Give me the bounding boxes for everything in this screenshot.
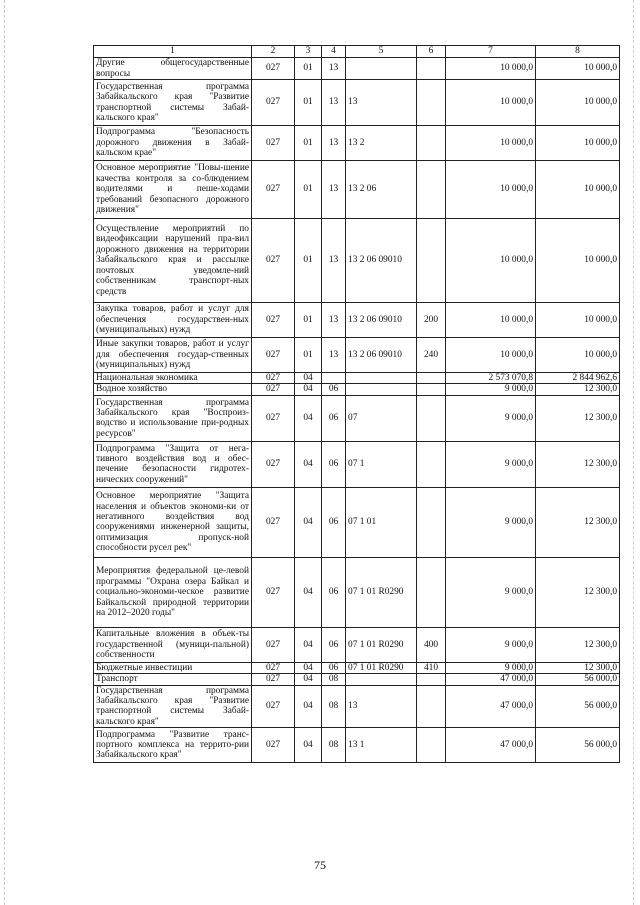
row-subsection-cell: 13 <box>322 219 346 303</box>
row-expense-type-cell <box>417 126 446 161</box>
row-target-article-cell: 13 1 <box>346 728 417 763</box>
row-target-article-cell <box>346 674 417 685</box>
row-section-cell: 04 <box>295 373 322 384</box>
row-name-cell: Национальная экономика <box>94 373 252 384</box>
row-expense-type-cell <box>417 395 446 441</box>
row-sum-year2-cell: 2 844 962,6 <box>536 373 620 384</box>
row-target-article-cell <box>346 384 417 395</box>
row-name-cell: Основное мероприятие "Повы-шение качества контроля за со-блюдением водителями и пеше-ходами требований безопасного дорожного движения" <box>94 161 252 219</box>
row-target-article-cell: 13 <box>346 80 417 126</box>
header-cell: 7 <box>446 46 536 58</box>
row-sum-year1-cell: 47 000,0 <box>446 674 536 685</box>
table-row <box>94 126 620 161</box>
row-target-article-cell: 13 2 <box>346 126 417 161</box>
row-code-cell: 027 <box>252 662 295 673</box>
row-code-cell: 027 <box>252 674 295 685</box>
row-name-cell: Подпрограмма "Защита от нега-тивного воздействия вод и обес-печение безопасности гидротех-нических сооружений" <box>94 441 252 487</box>
row-subsection-cell: 08 <box>322 685 346 728</box>
row-target-article-cell: 13 <box>346 685 417 728</box>
row-sum-year1-cell: 9 000,0 <box>446 487 536 557</box>
row-target-article-cell: 07 1 01 <box>346 487 417 557</box>
table-header-row <box>94 46 620 58</box>
row-code-cell: 027 <box>252 395 295 441</box>
row-expense-type-cell <box>417 487 446 557</box>
table-row <box>94 627 620 662</box>
row-subsection-cell: 08 <box>322 674 346 685</box>
row-code-cell: 027 <box>252 384 295 395</box>
row-subsection-cell: 06 <box>322 627 346 662</box>
row-section-cell: 04 <box>295 627 322 662</box>
row-target-article-cell: 07 1 01 R0290 <box>346 557 417 627</box>
row-expense-type-cell: 400 <box>417 627 446 662</box>
table-row <box>94 219 620 303</box>
row-sum-year2-cell: 12 300,0 <box>536 441 620 487</box>
row-sum-year2-cell: 10 000,0 <box>536 161 620 219</box>
row-expense-type-cell <box>417 685 446 728</box>
row-sum-year1-cell: 10 000,0 <box>446 58 536 80</box>
scan-edge-left <box>4 0 5 905</box>
row-subsection-cell: 06 <box>322 557 346 627</box>
row-code-cell: 027 <box>252 338 295 373</box>
row-name-cell: Другие общегосударственные вопросы <box>94 58 252 80</box>
header-cell: 1 <box>94 46 252 58</box>
row-sum-year2-cell: 56 000,0 <box>536 728 620 763</box>
row-section-cell: 01 <box>295 58 322 80</box>
table-row <box>94 487 620 557</box>
row-sum-year1-cell: 9 000,0 <box>446 627 536 662</box>
row-section-cell: 04 <box>295 728 322 763</box>
row-sum-year2-cell: 10 000,0 <box>536 58 620 80</box>
row-expense-type-cell: 240 <box>417 338 446 373</box>
row-code-cell: 027 <box>252 373 295 384</box>
row-sum-year1-cell: 10 000,0 <box>446 80 536 126</box>
row-code-cell: 027 <box>252 487 295 557</box>
row-target-article-cell: 13 2 06 09010 <box>346 338 417 373</box>
row-name-cell: Государственная программа Забайкальского края "Воспроиз-водство и использование при-родных ресурсов" <box>94 395 252 441</box>
table-row <box>94 685 620 728</box>
row-name-cell: Государственная программа Забайкальского края "Развитие транспортной системы Забай-кальского края" <box>94 685 252 728</box>
row-expense-type-cell <box>417 58 446 80</box>
row-name-cell: Закупка товаров, работ и услуг для обеспечения государствен-ных (муниципальных) нужд <box>94 303 252 338</box>
row-section-cell: 04 <box>295 557 322 627</box>
row-code-cell: 027 <box>252 728 295 763</box>
row-sum-year1-cell: 2 573 070,8 <box>446 373 536 384</box>
header-cell: 4 <box>322 46 346 58</box>
table-row <box>94 303 620 338</box>
row-name-cell: Капитальные вложения в объек-ты государственной (муници-пальной) собственности <box>94 627 252 662</box>
row-subsection-cell: 13 <box>322 80 346 126</box>
row-sum-year2-cell: 10 000,0 <box>536 303 620 338</box>
row-sum-year2-cell: 12 300,0 <box>536 487 620 557</box>
row-subsection-cell: 06 <box>322 662 346 673</box>
row-expense-type-cell <box>417 441 446 487</box>
row-name-cell: Мероприятия федеральной це-левой программы "Охрана озера Байкал и социально-экономи-ческое развитие Байкальской природной территории на 2012–2020 годы" <box>94 557 252 627</box>
row-target-article-cell: 07 1 <box>346 441 417 487</box>
row-name-cell: Основное мероприятие "Защита населения и объектов экономи-ки от негативного воздействия вод сооружениями инженерной защиты, оптимизация пропуск-ной способности русел рек" <box>94 487 252 557</box>
row-sum-year2-cell: 12 300,0 <box>536 395 620 441</box>
row-code-cell: 027 <box>252 441 295 487</box>
row-sum-year2-cell: 10 000,0 <box>536 219 620 303</box>
row-sum-year2-cell: 12 300,0 <box>536 627 620 662</box>
scan-edge-right <box>633 0 634 905</box>
header-cell: 6 <box>417 46 446 58</box>
row-section-cell: 04 <box>295 441 322 487</box>
table-row <box>94 384 620 395</box>
row-sum-year2-cell: 10 000,0 <box>536 338 620 373</box>
row-expense-type-cell <box>417 219 446 303</box>
row-sum-year1-cell: 9 000,0 <box>446 441 536 487</box>
row-subsection-cell: 13 <box>322 161 346 219</box>
row-sum-year2-cell: 56 000,0 <box>536 674 620 685</box>
row-subsection-cell: 13 <box>322 58 346 80</box>
row-sum-year1-cell: 10 000,0 <box>446 219 536 303</box>
row-expense-type-cell <box>417 80 446 126</box>
row-sum-year2-cell: 12 300,0 <box>536 662 620 673</box>
row-sum-year2-cell: 12 300,0 <box>536 384 620 395</box>
row-expense-type-cell <box>417 557 446 627</box>
header-cell: 3 <box>295 46 322 58</box>
row-sum-year2-cell: 10 000,0 <box>536 126 620 161</box>
row-sum-year1-cell: 10 000,0 <box>446 161 536 219</box>
row-code-cell: 027 <box>252 627 295 662</box>
header-cell: 8 <box>536 46 620 58</box>
row-subsection-cell: 13 <box>322 303 346 338</box>
table-row <box>94 674 620 685</box>
row-target-article-cell: 07 1 01 R0290 <box>346 627 417 662</box>
table-row <box>94 161 620 219</box>
table-row <box>94 441 620 487</box>
row-code-cell: 027 <box>252 80 295 126</box>
row-target-article-cell: 13 2 06 <box>346 161 417 219</box>
row-name-cell: Подпрограмма "Безопасность дорожного движения в Забай-кальском крае" <box>94 126 252 161</box>
row-code-cell: 027 <box>252 161 295 219</box>
row-target-article-cell: 13 2 06 09010 <box>346 303 417 338</box>
row-name-cell: Государственная программа Забайкальского края "Развитие транспортной системы Забай-кальского края" <box>94 80 252 126</box>
row-target-article-cell <box>346 373 417 384</box>
row-name-cell: Осуществление мероприятий по видеофиксации нарушений пра-вил дорожного движения на территории Забайкальского края и рассылке почтовых уведомле-ний собственникам транспорт-ных средств <box>94 219 252 303</box>
row-section-cell: 04 <box>295 662 322 673</box>
row-subsection-cell: 08 <box>322 728 346 763</box>
table-row <box>94 662 620 673</box>
row-expense-type-cell <box>417 373 446 384</box>
row-name-cell: Бюджетные инвестиции <box>94 662 252 673</box>
row-code-cell: 027 <box>252 685 295 728</box>
row-code-cell: 027 <box>252 303 295 338</box>
row-subsection-cell <box>322 373 346 384</box>
row-section-cell: 04 <box>295 395 322 441</box>
row-sum-year2-cell: 12 300,0 <box>536 557 620 627</box>
row-section-cell: 04 <box>295 384 322 395</box>
row-section-cell: 01 <box>295 338 322 373</box>
row-subsection-cell: 13 <box>322 126 346 161</box>
row-sum-year2-cell: 56 000,0 <box>536 685 620 728</box>
row-code-cell: 027 <box>252 126 295 161</box>
budget-table <box>93 45 620 763</box>
row-name-cell: Транспорт <box>94 674 252 685</box>
table-row <box>94 58 620 80</box>
row-name-cell: Подпрограмма "Развитие транс-портного комплекса на террито-рии Забайкальского края" <box>94 728 252 763</box>
row-sum-year1-cell: 47 000,0 <box>446 685 536 728</box>
row-section-cell: 01 <box>295 126 322 161</box>
row-target-article-cell: 07 <box>346 395 417 441</box>
table-row <box>94 395 620 441</box>
row-sum-year1-cell: 10 000,0 <box>446 126 536 161</box>
row-expense-type-cell <box>417 728 446 763</box>
row-subsection-cell: 06 <box>322 395 346 441</box>
row-section-cell: 04 <box>295 674 322 685</box>
row-subsection-cell: 06 <box>322 384 346 395</box>
row-code-cell: 027 <box>252 557 295 627</box>
row-expense-type-cell <box>417 161 446 219</box>
header-cell: 2 <box>252 46 295 58</box>
table-body <box>94 46 620 763</box>
row-expense-type-cell <box>417 674 446 685</box>
row-sum-year1-cell: 47 000,0 <box>446 728 536 763</box>
row-expense-type-cell: 200 <box>417 303 446 338</box>
row-subsection-cell: 06 <box>322 441 346 487</box>
row-code-cell: 027 <box>252 58 295 80</box>
row-subsection-cell: 13 <box>322 338 346 373</box>
table-row <box>94 373 620 384</box>
row-name-cell: Иные закупки товаров, работ и услуг для обеспечения государ-ственных (муниципальных) нужд <box>94 338 252 373</box>
page-number: 75 <box>314 858 326 872</box>
row-section-cell: 01 <box>295 161 322 219</box>
row-expense-type-cell <box>417 384 446 395</box>
row-section-cell: 01 <box>295 80 322 126</box>
row-sum-year1-cell: 9 000,0 <box>446 662 536 673</box>
row-name-cell: Водное хозяйство <box>94 384 252 395</box>
row-sum-year1-cell: 9 000,0 <box>446 557 536 627</box>
row-sum-year1-cell: 9 000,0 <box>446 384 536 395</box>
table-row <box>94 557 620 627</box>
row-sum-year1-cell: 10 000,0 <box>446 303 536 338</box>
row-expense-type-cell: 410 <box>417 662 446 673</box>
row-section-cell: 04 <box>295 487 322 557</box>
row-target-article-cell: 07 1 01 R0290 <box>346 662 417 673</box>
row-section-cell: 01 <box>295 219 322 303</box>
header-cell: 5 <box>346 46 417 58</box>
table-row <box>94 728 620 763</box>
row-subsection-cell: 06 <box>322 487 346 557</box>
row-sum-year1-cell: 9 000,0 <box>446 395 536 441</box>
row-target-article-cell <box>346 58 417 80</box>
row-sum-year2-cell: 10 000,0 <box>536 80 620 126</box>
row-sum-year1-cell: 10 000,0 <box>446 338 536 373</box>
row-section-cell: 04 <box>295 685 322 728</box>
row-target-article-cell: 13 2 06 09010 <box>346 219 417 303</box>
row-code-cell: 027 <box>252 219 295 303</box>
table-row <box>94 338 620 373</box>
table-row <box>94 80 620 126</box>
row-section-cell: 01 <box>295 303 322 338</box>
